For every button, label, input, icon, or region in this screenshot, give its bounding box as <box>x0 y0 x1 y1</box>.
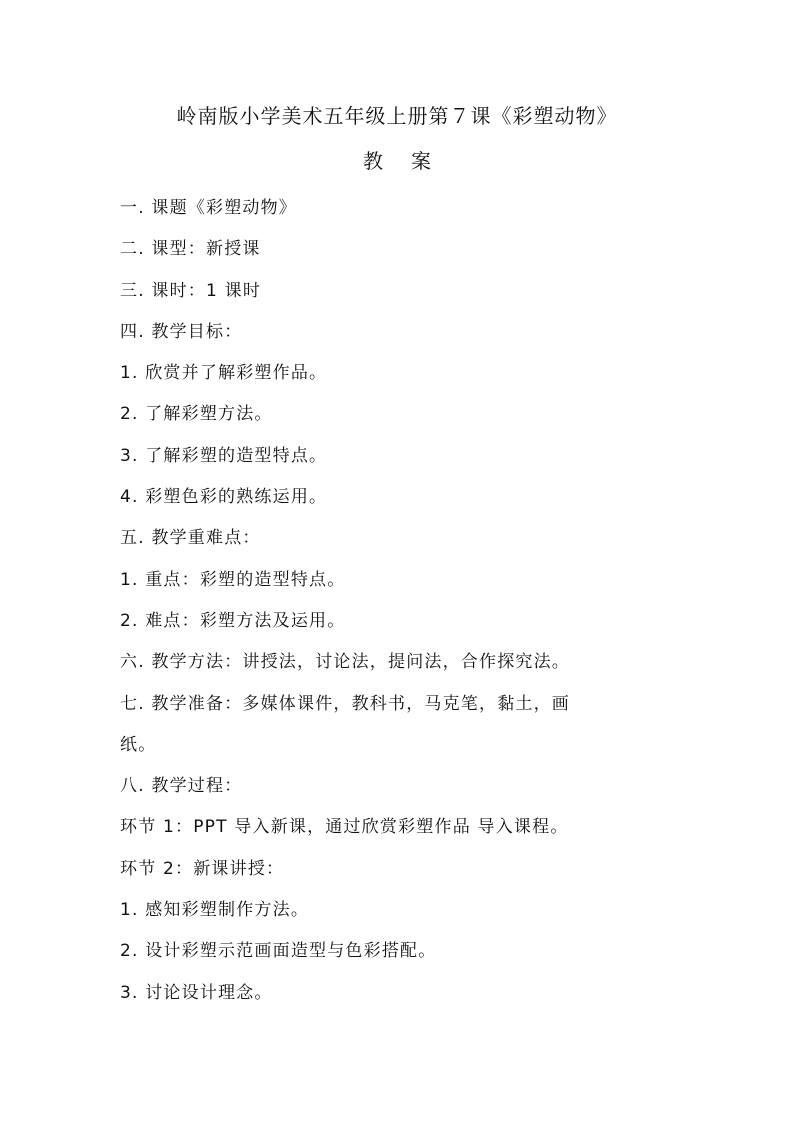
heading-topic: 一. 课题《彩塑动物》 <box>120 198 298 218</box>
objective-item: 4. 彩塑色彩的熟练运用。 <box>120 487 328 508</box>
document-subtitle: 教案 <box>363 149 459 173</box>
heading-objectives: 四. 教学目标： <box>120 321 243 342</box>
heading-preparation: 七. 教学准备：多媒体课件，教科书，马克笔，黏土，画 <box>120 693 571 714</box>
objective-item: 3. 了解彩塑的造型特点。 <box>120 445 328 466</box>
process-item: 3. 讨论设计理念。 <box>120 982 273 1003</box>
objective-item: 1. 欣赏并了解彩塑作品。 <box>120 363 328 384</box>
process-item: 1. 感知彩塑制作方法。 <box>120 900 310 921</box>
process-item: 2. 设计彩塑示范画面造型与色彩搭配。 <box>120 941 437 962</box>
preparation-continued: 纸。 <box>120 734 157 755</box>
objective-item: 2. 了解彩塑方法。 <box>120 404 273 425</box>
heading-methods: 六. 教学方法：讲授法，讨论法，提问法，合作探究法。 <box>120 652 571 673</box>
heading-process: 八. 教学过程： <box>120 776 243 797</box>
document-title: 岭南版小学美术五年级上册第７课《彩塑动物》 <box>176 104 618 128</box>
process-step: 环节 2：新课讲授： <box>120 858 285 879</box>
heading-key-points: 五. 教学重难点： <box>120 528 261 549</box>
process-step: 环节 1：PPT 导入新课，通过欣赏彩塑作品 导入课程。 <box>120 817 569 838</box>
key-point-item: 2. 难点：彩塑方法及运用。 <box>120 610 346 631</box>
document-body <box>120 188 650 1014</box>
key-point-item: 1. 重点：彩塑的造型特点。 <box>120 569 346 590</box>
heading-lesson-type: 二. 课型：新授课 <box>120 239 261 260</box>
heading-class-hours: 三. 课时：1 课时 <box>120 280 262 301</box>
